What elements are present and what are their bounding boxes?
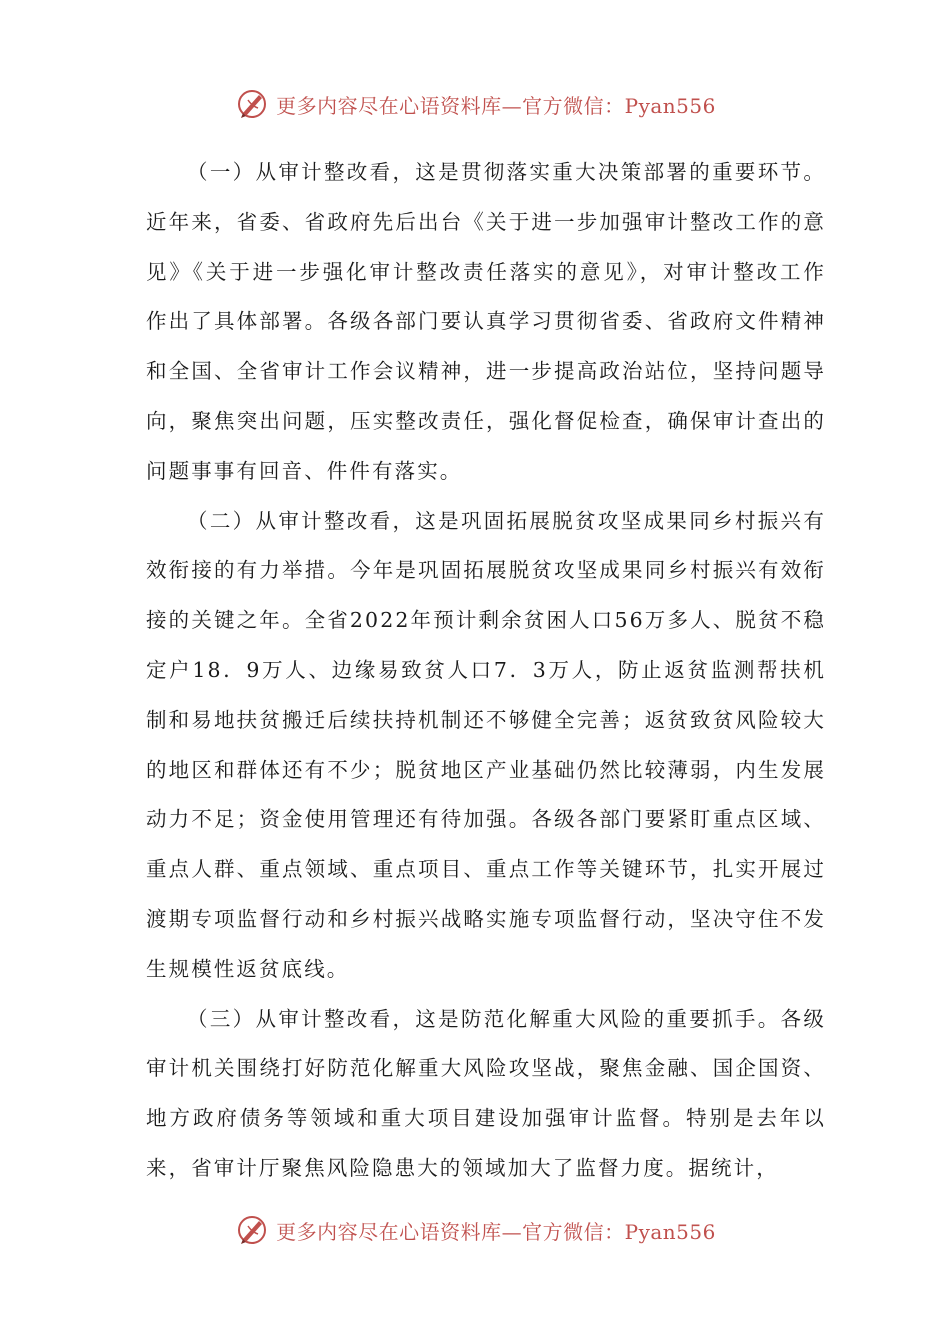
- watermark-text: 更多内容尽在心语资料库—官方微信：Pyan556: [276, 93, 716, 118]
- watermark-text: 更多内容尽在心语资料库—官方微信：Pyan556: [276, 1219, 716, 1244]
- document-body: [146, 148, 826, 1194]
- watermark-footer: [0, 1208, 950, 1252]
- paragraph-3: （三）从审计整改看，这是防范化解重大风险的重要抓手。各级审计机关围绕打好防范化解重大风险攻坚战，聚焦金融、国企国资、地方政府债务等领域和重大项目建设加强审计监督。特别是去年以来，省审计厅聚焦风险隐患大的领域加大了监督力度。据统计，: [146, 1006, 826, 1180]
- paragraph-1: （一）从审计整改看，这是贯彻落实重大决策部署的重要环节。近年来，省委、省政府先后出台《关于进一步加强审计整改工作的意见》《关于进一步强化审计整改责任落实的意见》，对审计整改工作作出了具体部署。各级各部门要认真学习贯彻省委、省政府文件精神和全国、全省审计工作会议精神，进一步提高政治站位，坚持问题导向，聚焦突出问题，压实整改责任，强化督促检查，确保审计查出的问题事事有回音、件件有落实。: [146, 160, 826, 483]
- pen-logo-icon: [234, 1212, 270, 1248]
- watermark-header: [0, 82, 950, 126]
- pen-logo-icon: [234, 86, 270, 122]
- paragraph-2: （二）从审计整改看，这是巩固拓展脱贫攻坚成果同乡村振兴有效衔接的有力举措。今年是巩固拓展脱贫攻坚成果同乡村振兴有效衔接的关键之年。全省2022年预计剩余贫困人口56万多人、脱贫不稳定户18．9万人、边缘易致贫人口7．3万人，防止返贫监测帮扶机制和易地扶贫搬迁后续扶持机制还不够健全完善；返贫致贫风险较大的地区和群体还有不少；脱贫地区产业基础仍然比较薄弱，内生发展动力不足；资金使用管理还有待加强。各级各部门要紧盯重点区域、重点人群、重点领域、重点项目、重点工作等关键环节，扎实开展过渡期专项监督行动和乡村振兴战略实施专项监督行动，坚决守住不发生规模性返贫底线。: [146, 508, 826, 981]
